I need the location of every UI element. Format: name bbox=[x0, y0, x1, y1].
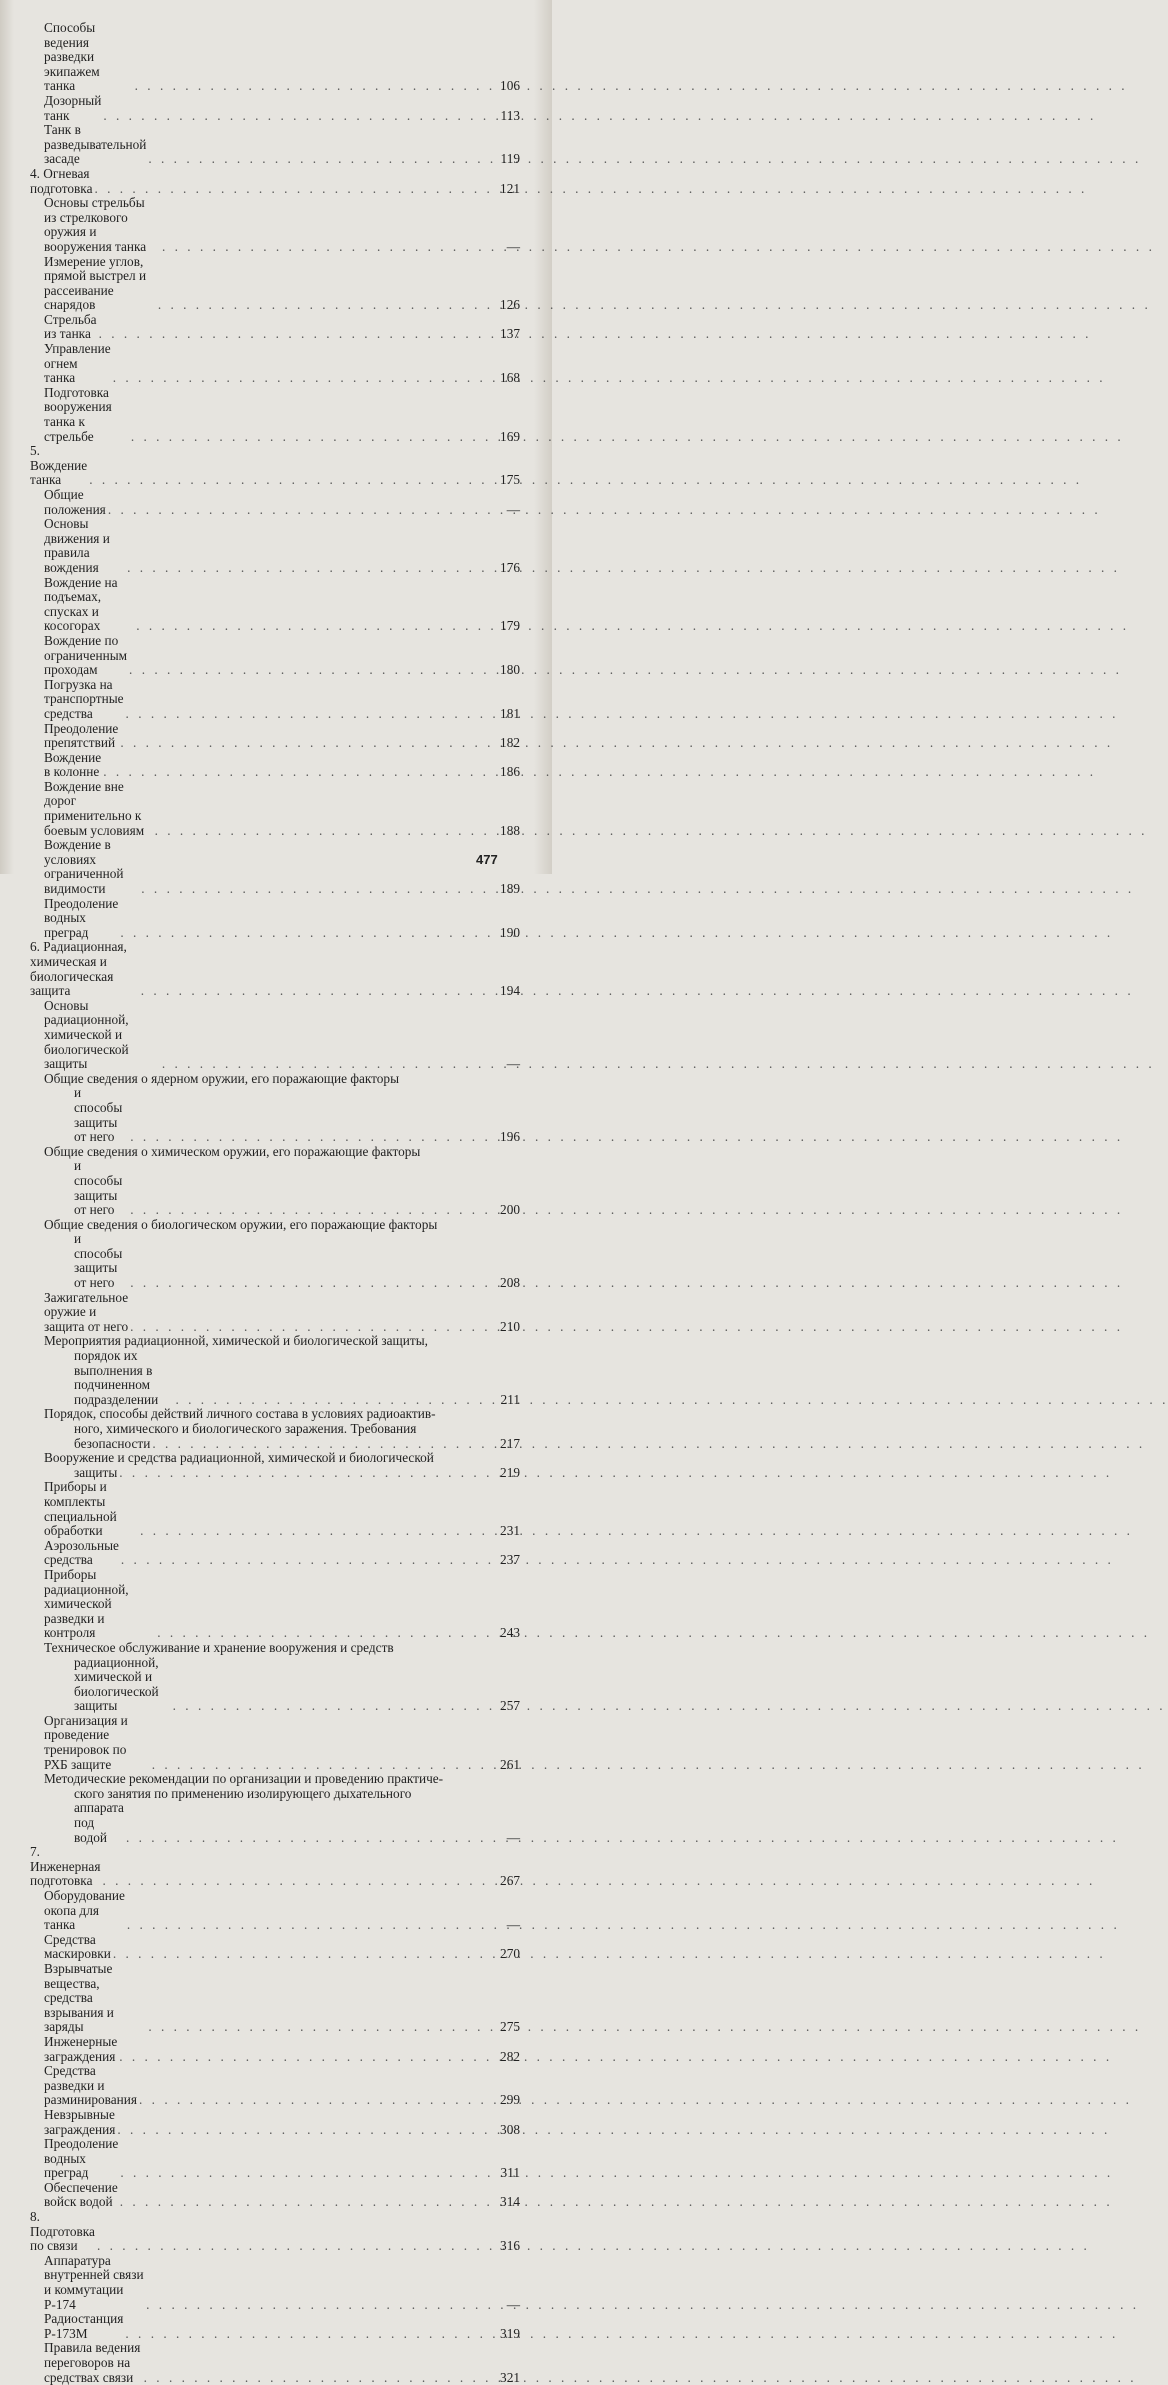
entry-page: 308 bbox=[500, 2121, 520, 2137]
toc-entry bbox=[30, 21, 520, 94]
toc-entry bbox=[30, 2181, 520, 2210]
toc-section bbox=[30, 167, 520, 196]
entry-page: 113 bbox=[500, 107, 520, 123]
entry-title-line: 5. Вождение танка bbox=[30, 443, 88, 488]
dot-leader bbox=[121, 1553, 492, 1568]
toc-entry bbox=[30, 386, 520, 444]
entry-title-line: Управление огнем танка bbox=[44, 341, 111, 386]
toc-entry bbox=[30, 1218, 520, 1291]
entry-title-line: Преодоление препятствий bbox=[44, 720, 119, 751]
dot-leader bbox=[139, 2093, 492, 2108]
dot-leader bbox=[117, 2123, 492, 2138]
toc-entry bbox=[30, 2064, 520, 2108]
toc-entry bbox=[30, 2254, 520, 2312]
entry-title-line: Оборудование окопа для танка bbox=[44, 1888, 125, 1933]
entry-page: 121 bbox=[500, 180, 520, 196]
dot-leader bbox=[131, 430, 492, 445]
toc-entry bbox=[30, 1641, 520, 1714]
toc-entry bbox=[30, 838, 520, 896]
entry-page: 137 bbox=[500, 326, 520, 342]
dot-leader bbox=[158, 298, 492, 313]
entry-title-line: Методические рекомендации по организации и проведению практиче- bbox=[44, 1771, 444, 1787]
toc-section bbox=[30, 1845, 520, 1889]
entry-page: 219 bbox=[500, 1464, 520, 1480]
dot-leader bbox=[127, 561, 492, 576]
entry-title-line: Общие сведения о химическом оружии, его поражающие факторы bbox=[44, 1143, 421, 1159]
entry-page: 181 bbox=[500, 705, 520, 721]
entry-page: 311 bbox=[500, 2165, 520, 2181]
entry-title-line: 7. Инженерная подготовка bbox=[30, 1844, 101, 1889]
toc-section bbox=[30, 940, 520, 998]
dot-leader bbox=[162, 240, 492, 255]
dot-leader bbox=[135, 79, 492, 94]
toc-entry bbox=[30, 1334, 520, 1407]
entry-title-line: Невзрывные заграждения bbox=[44, 2106, 116, 2137]
page-edge-left bbox=[0, 0, 14, 874]
entry-title-line: Дозорный танк bbox=[44, 92, 102, 123]
toc-entry bbox=[30, 1145, 520, 1218]
entry-page: 106 bbox=[500, 78, 520, 94]
entry-title-line: Инженерные заграждения bbox=[44, 2033, 118, 2064]
entry-page: 196 bbox=[500, 1129, 520, 1145]
entry-title-line: 6. Радиационная, химическая и биологическая защита bbox=[30, 939, 127, 999]
entry-title-line: Приборы радиационной, химической разведки и контроля bbox=[44, 1566, 129, 1641]
entry-page: 190 bbox=[500, 924, 520, 940]
toc-entry bbox=[30, 2341, 520, 2385]
entry-title-line: Вождение на подъемах, спусках и косогорах bbox=[44, 574, 118, 634]
dot-leader bbox=[148, 2020, 492, 2035]
entry-page: 267 bbox=[500, 1873, 520, 1889]
toc-entry bbox=[30, 196, 520, 254]
dot-leader bbox=[119, 1466, 492, 1481]
dot-leader bbox=[144, 2371, 492, 2385]
entry-title-line: Зажигательное оружие и защита от него bbox=[44, 1289, 129, 1334]
entry-title-line: Средства разведки и разминирования bbox=[44, 2063, 138, 2108]
table-of-contents bbox=[30, 21, 520, 2385]
entry-page: 217 bbox=[500, 1435, 520, 1451]
toc-section bbox=[30, 444, 520, 488]
dot-leader bbox=[130, 1320, 492, 1335]
dot-leader bbox=[120, 2195, 492, 2210]
toc-entry bbox=[30, 1291, 520, 1335]
entry-title-line: Стрельба из танка bbox=[44, 311, 97, 342]
entry-page: 208 bbox=[500, 1275, 520, 1291]
entry-page: 211 bbox=[500, 1391, 520, 1407]
toc-entry bbox=[30, 313, 520, 342]
dot-leader bbox=[103, 765, 492, 780]
entry-title-line: Танк в разведывательной засаде bbox=[44, 122, 147, 167]
entry-page: 321 bbox=[500, 2369, 520, 2385]
entry-title-line: и способы защиты от него bbox=[74, 1231, 123, 1291]
entry-title-line: и способы защиты от него bbox=[74, 1158, 123, 1218]
entry-page: 314 bbox=[500, 2194, 520, 2210]
toc-entry bbox=[30, 2137, 520, 2181]
dot-leader bbox=[141, 882, 492, 897]
dot-leader bbox=[162, 1057, 492, 1072]
dot-leader bbox=[152, 1437, 492, 1452]
entry-title-line: Общие положения bbox=[44, 487, 106, 517]
entry-title-line: Аппаратура внутренней связи и коммутации Р-174 bbox=[44, 2252, 144, 2312]
entry-page: — bbox=[506, 1917, 520, 1933]
toc-entry bbox=[30, 722, 520, 751]
entry-title-line: Порядок, способы действий личного состава в условиях радиоактив- bbox=[44, 1406, 436, 1422]
toc-entry bbox=[30, 342, 520, 386]
toc-entry bbox=[30, 123, 520, 167]
entry-title-line: Измерение углов, прямой выстрел и рассеивание снарядов bbox=[44, 253, 147, 313]
entry-page: 299 bbox=[500, 2092, 520, 2108]
entry-title-line: Общие сведения о ядерном оружии, его поражающие факторы bbox=[44, 1070, 400, 1086]
dot-leader bbox=[127, 1918, 492, 1933]
entry-title-line: Организация и проведение тренировок по РХБ защите bbox=[44, 1712, 128, 1772]
entry-page: 270 bbox=[500, 1946, 520, 1962]
entry-title-line: 4. Огневая подготовка bbox=[30, 165, 93, 196]
entry-page: 168 bbox=[500, 370, 520, 386]
toc-entry bbox=[30, 1933, 520, 1962]
dot-leader bbox=[113, 1947, 492, 1962]
toc-entry bbox=[30, 634, 520, 678]
dot-leader bbox=[120, 926, 492, 941]
toc-entry bbox=[30, 94, 520, 123]
dot-leader bbox=[120, 736, 492, 751]
entry-page: 182 bbox=[500, 735, 520, 751]
entry-title-line: Обеспечение войск водой bbox=[44, 2179, 118, 2210]
entry-page: — bbox=[506, 238, 520, 254]
toc-entry bbox=[30, 1962, 520, 2035]
entry-title-line: Техническое обслуживание и хранение вооружения и средств bbox=[44, 1639, 394, 1655]
entry-title-line: Основы стрельбы из стрелкового оружия и вооружения танка bbox=[44, 195, 147, 254]
dot-leader bbox=[113, 371, 492, 386]
toc-entry bbox=[30, 2035, 520, 2064]
entry-title-line: Правила ведения переговоров на средствах связи bbox=[44, 2340, 141, 2385]
dot-leader bbox=[130, 1276, 492, 1291]
dot-leader bbox=[99, 327, 492, 342]
entry-page: 316 bbox=[500, 2238, 520, 2254]
dot-leader bbox=[176, 1393, 493, 1408]
dot-leader bbox=[119, 2050, 492, 2065]
entry-title-line: Радиостанция Р-173М bbox=[44, 2311, 124, 2341]
entry-title-line: Аэрозольные средства bbox=[44, 1537, 119, 1568]
entry-page: 194 bbox=[500, 983, 520, 999]
page-number: 477 bbox=[476, 852, 498, 867]
entry-page: 176 bbox=[500, 559, 520, 575]
toc-entry bbox=[30, 488, 520, 517]
entry-title-line: порядок их выполнения в подчиненном подразделении bbox=[74, 1348, 159, 1407]
entry-page: 237 bbox=[500, 1552, 520, 1568]
entry-page: 119 bbox=[500, 151, 520, 167]
toc-entry bbox=[30, 1772, 520, 1845]
entry-title-line: Основы радиационной, химической и биологической защиты bbox=[44, 997, 129, 1072]
dot-leader bbox=[94, 182, 492, 197]
toc-entry bbox=[30, 1568, 520, 1641]
toc-entry bbox=[30, 780, 520, 838]
toc-section bbox=[30, 2210, 520, 2254]
entry-page: 126 bbox=[500, 297, 520, 313]
entry-page: 257 bbox=[500, 1698, 520, 1714]
entry-title-line: Вождение вне дорог применительно к боевым условиям bbox=[44, 778, 145, 838]
dot-leader bbox=[129, 663, 492, 678]
dot-leader bbox=[146, 2298, 492, 2313]
toc-entry bbox=[30, 1480, 520, 1538]
toc-entry bbox=[30, 1407, 520, 1451]
toc-entry bbox=[30, 1451, 520, 1480]
toc-entry bbox=[30, 2312, 520, 2341]
entry-page: 231 bbox=[500, 1523, 520, 1539]
dot-leader bbox=[148, 152, 492, 167]
dot-leader bbox=[97, 2239, 492, 2254]
entry-title-line: защиты bbox=[74, 1464, 118, 1480]
entry-page: 189 bbox=[500, 881, 520, 897]
toc-entry bbox=[30, 1072, 520, 1145]
entry-title-line: Взрывчатые вещества, средства взрывания и заряды bbox=[44, 1960, 114, 2035]
dot-leader bbox=[157, 1626, 492, 1641]
entry-page: 282 bbox=[500, 2048, 520, 2064]
dot-leader bbox=[130, 1203, 492, 1218]
dot-leader bbox=[155, 824, 492, 839]
dot-leader bbox=[89, 473, 492, 488]
entry-title-line: Преодоление водных преград bbox=[44, 2136, 119, 2181]
toc-entry bbox=[30, 678, 520, 722]
entry-page: 243 bbox=[500, 1625, 520, 1641]
entry-title-line: Вождение в условиях ограниченной видимости bbox=[44, 837, 124, 897]
entry-page: 169 bbox=[500, 428, 520, 444]
entry-page: — bbox=[506, 2296, 520, 2312]
dot-leader bbox=[141, 984, 492, 999]
entry-page: 188 bbox=[500, 822, 520, 838]
entry-title-line: Погрузка на транспортные средства bbox=[44, 676, 124, 721]
entry-page: 261 bbox=[500, 1756, 520, 1772]
entry-title-line: Вождение в колонне bbox=[44, 749, 102, 780]
entry-title-line: Преодоление водных преград bbox=[44, 895, 119, 940]
toc-entry bbox=[30, 999, 520, 1072]
dot-leader bbox=[140, 1524, 492, 1539]
entry-page: 179 bbox=[500, 618, 520, 634]
entry-page: — bbox=[506, 1056, 520, 1072]
dot-leader bbox=[130, 1130, 492, 1145]
dot-leader bbox=[126, 707, 492, 722]
entry-title-line: Способы ведения разведки экипажем танка bbox=[44, 20, 100, 94]
dot-leader bbox=[136, 619, 492, 634]
entry-title-line: аппарата под водой bbox=[74, 1800, 124, 1845]
entry-title-line: радиационной, химической и биологической защиты bbox=[74, 1654, 159, 1714]
entry-title-line: Общие сведения о биологическом оружии, его поражающие факторы bbox=[44, 1216, 438, 1232]
dot-leader bbox=[125, 2327, 492, 2342]
toc-entry bbox=[30, 1889, 520, 1933]
toc-entry bbox=[30, 576, 520, 634]
entry-page: 186 bbox=[500, 764, 520, 780]
entry-title-line: Основы движения и правила вождения bbox=[44, 516, 110, 575]
entry-page: 319 bbox=[500, 2325, 520, 2341]
toc-entry bbox=[30, 1714, 520, 1772]
entry-title-line: Вождение по ограниченным проходам bbox=[44, 632, 128, 678]
toc-entry bbox=[30, 255, 520, 313]
dot-leader bbox=[103, 109, 492, 124]
entry-page: — bbox=[506, 501, 520, 517]
dot-leader bbox=[120, 2166, 492, 2181]
entry-title-line: безопасности bbox=[74, 1435, 151, 1451]
toc-entry bbox=[30, 897, 520, 941]
dot-leader bbox=[173, 1699, 492, 1714]
dot-leader bbox=[102, 1874, 492, 1889]
entry-title-line: Мероприятия радиационной, химической и биологической защиты, bbox=[44, 1333, 428, 1349]
toc-entry bbox=[30, 517, 520, 575]
entry-page: 210 bbox=[500, 1318, 520, 1334]
entry-title-line: 8. Подготовка по связи bbox=[30, 2209, 95, 2254]
entry-page: 275 bbox=[500, 2019, 520, 2035]
entry-title-line: ного, химического и биологического заражения. Требования bbox=[74, 1421, 417, 1436]
toc-entry bbox=[30, 751, 520, 780]
entry-page: 175 bbox=[500, 472, 520, 488]
entry-page: 180 bbox=[500, 662, 520, 678]
dot-leader bbox=[126, 1831, 492, 1846]
dot-leader bbox=[152, 1758, 492, 1773]
dot-leader bbox=[108, 503, 492, 518]
entry-title-line: Средства маскировки bbox=[44, 1931, 111, 1962]
toc-entry bbox=[30, 2108, 520, 2137]
toc-entry bbox=[30, 1539, 520, 1568]
entry-title-line: Вооружение и средства радиационной, химической и биологической bbox=[44, 1450, 434, 1466]
entry-page: — bbox=[506, 1829, 520, 1845]
entry-title-line: Подготовка вооружения танка к стрельбе bbox=[44, 384, 112, 444]
entry-title-line: ского занятия по применению изолирующего дыхательного bbox=[74, 1785, 412, 1801]
entry-title-line: и способы защиты от него bbox=[74, 1085, 123, 1145]
entry-page: 200 bbox=[500, 1202, 520, 1218]
entry-title-line: Приборы и комплекты специальной обработки bbox=[44, 1479, 117, 1539]
